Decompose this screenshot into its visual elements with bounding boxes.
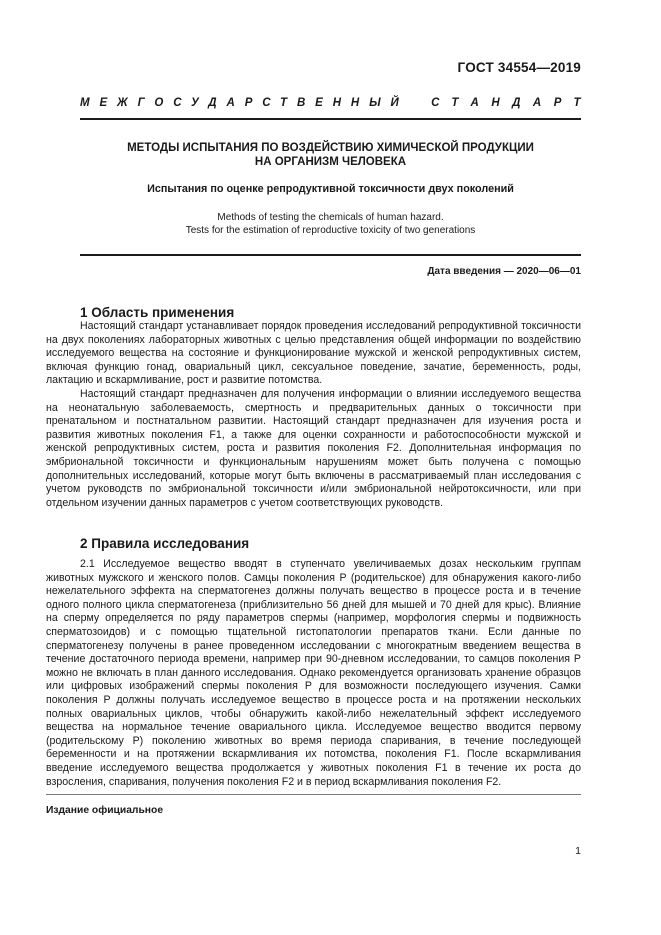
title-rule — [80, 254, 581, 256]
banner-word-interstate: МЕЖГОСУДАРСТВЕННЫЙ — [80, 97, 409, 109]
english-title-line-1: Methods of testing the chemicals of human hazard. — [217, 212, 444, 223]
english-title — [80, 212, 581, 237]
interstate-standard-banner — [80, 97, 593, 109]
standard-number: ГОСТ 34554—2019 — [457, 60, 581, 75]
banner-word-standard: СТАНДАРТ — [431, 97, 593, 109]
page-number: 1 — [575, 845, 581, 857]
section-1-heading: 1 Область применения — [80, 305, 235, 320]
section-2-body — [46, 558, 581, 789]
document-title — [80, 141, 581, 169]
section-1-paragraph-2: Настоящий стандарт предназначен для получения информации о влиянии исследуемого вещества на неонатальную заболеваемость, смертность и предварительных данных о токсичности при пренатальном и постнатальном развитии. Настоящий стандарт предназначен для изучения роста и развития животных поколения F1, а также для оценки сохранности и работоспособности мужской и женской репродуктивных систем, роста и развития поколения F2. Дополнительная информация по эмбриональной токсичности и функциональным нарушениям может быть получена с помощью дополнительных исследований, которые могут быть включены в рассматриваемый план исследования с учетом руководств по эмбриональной токсичности и/или эмбриональной нейротоксичности, или при отдельном изучении данных параметров с учетом соответствующих руководств. — [46, 387, 581, 509]
footer-rule — [46, 794, 581, 795]
section-2-heading: 2 Правила исследования — [80, 536, 250, 551]
english-title-line-2: Tests for the estimation of reproductive toxicity of two generations — [185, 224, 476, 236]
official-edition-label: Издание официальное — [46, 805, 164, 816]
header-rule — [80, 118, 581, 120]
title-line-2: НА ОРГАНИЗМ ЧЕЛОВЕКА — [254, 156, 407, 168]
title-line-1: МЕТОДЫ ИСПЫТАНИЯ ПО ВОЗДЕЙСТВИЮ ХИМИЧЕСКОЙ ПРОДУКЦИИ — [127, 142, 534, 154]
introduction-date: Дата введения — 2020—06—01 — [427, 266, 581, 277]
document-subtitle: Испытания по оценке репродуктивной токсичности двух поколений — [147, 183, 514, 195]
section-1-body — [46, 320, 581, 510]
section-1-paragraph-1: Настоящий стандарт устанавливает порядок проведения исследований репродуктивной токсичности на двух поколениях лабораторных животных с целью представления общей информации по воздействию исследуемого вещества на состояние и функционирование мужской и женской репродуктивных систем, включая функцию гонад, овариальный цикл, сексуальное поведение, зачатие, беременность, роды, лактацию и вскармливание, рост и развитие потомства. — [46, 320, 581, 387]
section-2-paragraph-1: 2.1 Исследуемое вещество вводят в ступенчато увеличиваемых дозах нескольким группам животных мужского и женского полов. Самцы поколения P (родительское) для обнаружения какого-либо нежелательного эффекта на сперматогенез должны получать вещество в процессе роста и в течение одного полного цикла сперматогенеза (приблизительно 56 дней для мышей и 70 дней для крыс). Влияние на сперму определяется по ряду параметров спермы (например, морфология спермы и подвижность сперматозоидов) и с помощью тщательной гистопатологии препаратов ткани. Если данные по сперматогенезу получены в ранее проведенном исследовании с многократным введением вещества в течение достаточного периода времени, например при 90-дневном исследовании, то самцов поколения P можно не включать в план данного исследования. Однако рекомендуется организовать хранение образцов или цифровых изображений спермы поколения P для возможности последующего изучения. Самки поколения P должны получать исследуемое вещество в процессе роста и на протяжении нескольких полных овариальных циклов, чтобы обнаружить какой-либо нежелательный эффект исследуемого вещества на нормальное течение овариального цикла. Исследуемое вещество вводится первому (родительскому P) поколению животных во время периода спаривания, в течение последующей беременности и на протяжении вскармливания их потомства, поколения F1. После вскармливания введение исследуемого вещества продолжается у животных поколения F1 в течение их роста до взросления, спаривания, получения поколения F2 и в период вскармливания поколения F2. — [46, 558, 581, 788]
